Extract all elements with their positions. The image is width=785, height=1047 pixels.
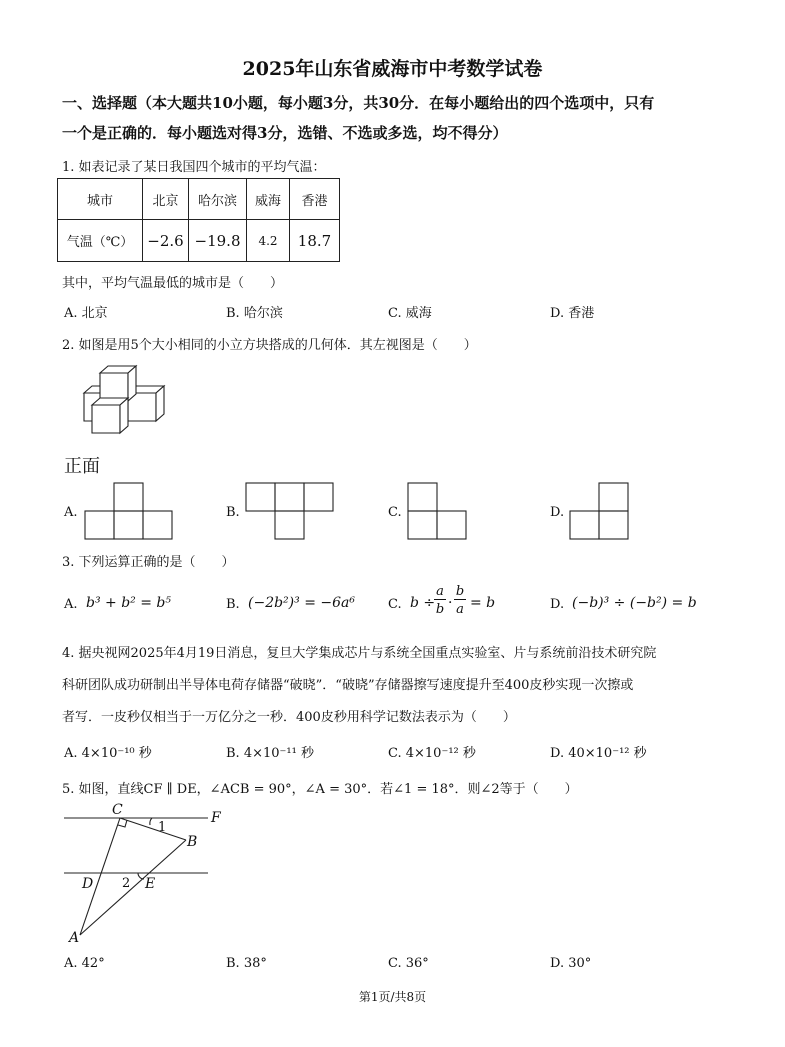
table-header-cell: 哈尔滨 [189, 179, 247, 220]
table-row-label: 气温（℃） [58, 220, 143, 262]
q5-option-b: B. 38° [226, 956, 267, 971]
section-heading-line1: 一、选择题（本大题共10小题，每小题3分，共30分．在每小题给出的四个选项中，只有 [62, 94, 655, 112]
q2-option-b-letter: B. [226, 505, 240, 520]
table-header-row [58, 179, 340, 220]
q1-option-c: C. 威海 [388, 306, 432, 321]
q3-option-b-letter: B. [226, 597, 240, 612]
q3-option-c-dot: · [448, 595, 453, 611]
q5-stem: 5. 如图，直线CF ∥ DE，∠ACB = 90°，∠A = 30°．若∠1 = 18°．则∠2等于（ ） [62, 782, 578, 797]
temperature-table [57, 178, 340, 262]
q3-option-c-left: b ÷ [410, 595, 436, 611]
q2-option-c-figure [408, 482, 468, 540]
table-header-cell: 北京 [143, 179, 189, 220]
table-header-cell: 香港 [290, 179, 340, 220]
q4-option-d: D. 40×10⁻¹² 秒 [550, 746, 647, 761]
table-header-cell: 城市 [58, 179, 143, 220]
table-row [58, 220, 340, 262]
q1-stem: 1. 如表记录了某日我国四个城市的平均气温： [62, 160, 326, 175]
q2-option-b-figure [246, 482, 334, 540]
q1-option-d: D. 香港 [550, 306, 595, 321]
q5-label-a: A [69, 930, 80, 946]
q3-option-c-frac1-den: b [435, 602, 445, 617]
q5-option-c: C. 36° [388, 956, 429, 971]
front-label: 正面 [64, 456, 100, 477]
q5-label-d: D [82, 876, 94, 892]
q3-option-a-expr: b³ + b² = b⁵ [86, 595, 171, 611]
q1-follow: 其中，平均气温最低的城市是（ ） [62, 276, 284, 291]
q3-option-c-frac2-den: a [456, 602, 464, 617]
table-header-cell: 威海 [247, 179, 290, 220]
q3-option-a-letter: A. [64, 597, 78, 612]
q2-option-d-letter: D. [550, 505, 565, 520]
section-heading-line2: 一个是正确的．每小题选对得3分，选错、不选或多选，均不得分） [62, 124, 508, 142]
q2-option-a-letter: A. [64, 505, 78, 520]
q5-option-d: D. 30° [550, 956, 592, 971]
q5-label-b: B [187, 834, 198, 850]
table-cell: −19.8 [189, 220, 247, 262]
q1-option-b: B. 哈尔滨 [226, 306, 283, 321]
cube-figure [70, 362, 170, 438]
q4-option-a: A. 4×10⁻¹⁰ 秒 [64, 746, 152, 761]
table-cell: 18.7 [290, 220, 340, 262]
q2-option-c-letter: C. [388, 505, 402, 520]
q4-option-b: B. 4×10⁻¹¹ 秒 [226, 746, 314, 761]
q4-line2: 科研团队成功研制出半导体电荷存储器“破晓”．“破晓”存储器擦写速度提升至400皮秒实现一次擦或 [62, 678, 634, 693]
q5-label-c: C [112, 802, 123, 818]
q3-option-d-expr: (−b)³ ÷ (−b²) = b [572, 595, 697, 611]
q5-label-f: F [211, 810, 221, 826]
q4-line1: 4. 据央视网2025年4月19日消息，复旦大学集成芯片与系统全国重点实验室、片与系统前沿技术研究院 [62, 646, 657, 661]
q2-option-a-figure [85, 482, 173, 540]
q1-option-a: A. 北京 [64, 306, 108, 321]
q2-stem: 2. 如图是用5个大小相同的小立方块搭成的几何体．其左视图是（ ） [62, 338, 477, 353]
q3-option-c-frac1-num: a [434, 584, 446, 600]
q5-label-1: 1 [158, 820, 167, 835]
q3-option-c-right: = b [470, 595, 496, 611]
page-footer: 第1页/共8页 [358, 990, 427, 1004]
q3-stem: 3. 下列运算正确的是（ ） [62, 555, 235, 570]
q4-option-c: C. 4×10⁻¹² 秒 [388, 746, 476, 761]
q4-line3: 者写．一皮秒仅相当于一万亿分之一秒．400皮秒用科学记数法表示为（ ） [62, 710, 516, 725]
q3-option-d-letter: D. [550, 597, 565, 612]
q5-option-a: A. 42° [64, 956, 105, 971]
q3-option-c-letter: C. [388, 597, 402, 612]
q3-option-c-frac2-num: b [455, 584, 465, 599]
page-title: 2025年山东省威海市中考数学试卷 [242, 58, 543, 80]
q5-label-2: 2 [122, 876, 131, 891]
q3-option-b-expr: (−2b²)³ = −6a⁶ [248, 595, 355, 611]
table-cell: 4.2 [247, 220, 290, 262]
q2-option-d-figure [570, 482, 630, 540]
table-cell: −2.6 [143, 220, 189, 262]
q5-label-e: E [145, 876, 156, 892]
q5-geometry-figure [60, 800, 230, 945]
